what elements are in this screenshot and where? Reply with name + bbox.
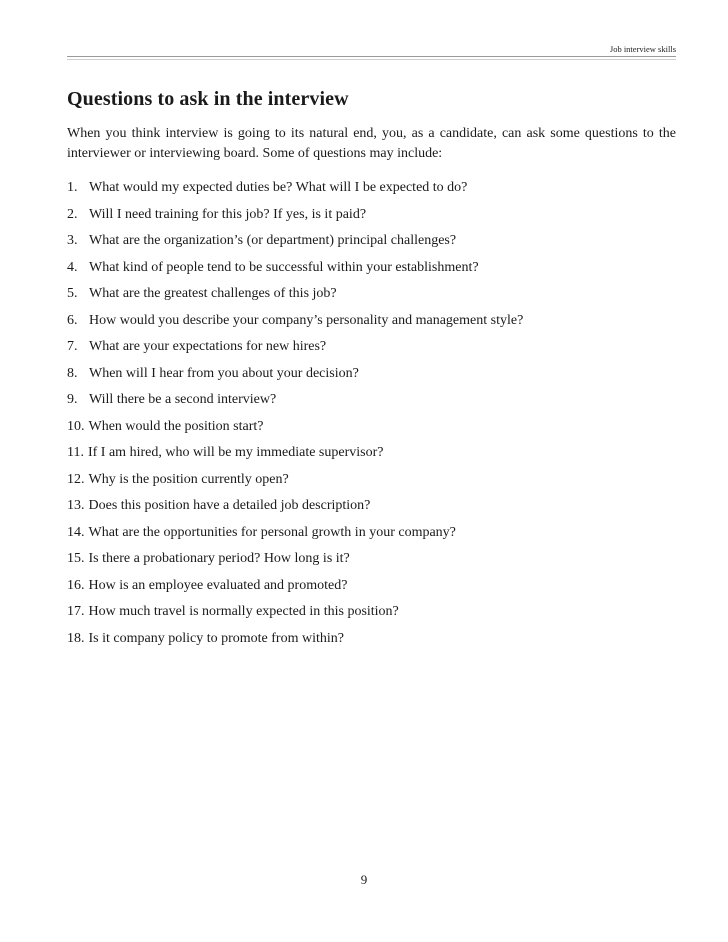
item-text: What are your expectations for new hires? xyxy=(89,339,327,354)
item-text: When would the position start? xyxy=(88,418,264,434)
item-number: 1. xyxy=(67,180,78,195)
item-text: Does this position have a detailed job description? xyxy=(88,498,371,513)
list-item xyxy=(67,497,676,524)
item-text: What are the greatest challenges of this job? xyxy=(89,286,337,301)
list-item xyxy=(67,603,676,630)
item-number: 8. xyxy=(67,365,78,381)
list-item xyxy=(67,259,676,286)
item-text: How much travel is normally expected in this position? xyxy=(88,604,399,619)
intro-paragraph: When you think interview is going to its natural end, you, as a candidate, can ask some questions to the interviewer or interviewing board. Some of questions may include: xyxy=(67,126,676,161)
item-number: 7. xyxy=(67,339,78,354)
item-number: 15. xyxy=(67,551,85,566)
item-number: 10. xyxy=(67,418,85,434)
page-number: 9 xyxy=(360,872,368,887)
list-item xyxy=(67,418,676,445)
item-number: 13. xyxy=(67,498,85,513)
item-number: 2. xyxy=(67,206,78,222)
list-item xyxy=(67,338,676,365)
list-item xyxy=(67,312,676,339)
item-number: 16. xyxy=(67,577,85,593)
item-text: Is there a probationary period? How long is it? xyxy=(88,551,350,566)
item-text: Will I need training for this job? If yes, is it paid? xyxy=(89,206,367,222)
item-number: 5. xyxy=(67,286,78,301)
list-item xyxy=(67,524,676,551)
item-number: 4. xyxy=(67,259,78,275)
running-header: Job interview skills xyxy=(609,44,676,54)
list-item xyxy=(67,630,676,657)
item-number: 18. xyxy=(67,630,85,646)
header-rule xyxy=(67,56,676,57)
item-number: 14. xyxy=(67,524,85,540)
item-number: 6. xyxy=(67,312,78,328)
section-title: Questions to ask in the interview xyxy=(67,88,349,110)
list-item xyxy=(67,444,676,471)
header-rule-secondary xyxy=(67,59,676,60)
item-text: Why is the position currently open? xyxy=(88,471,289,487)
list-item xyxy=(67,285,676,312)
list-item xyxy=(67,179,676,206)
list-item xyxy=(67,232,676,259)
item-text: What are the organization’s (or department) principal challenges? xyxy=(89,233,457,248)
item-text: What would my expected duties be? What will I be expected to do? xyxy=(89,180,468,195)
item-text: When will I hear from you about your decision? xyxy=(89,365,359,381)
item-number: 11. xyxy=(67,445,84,460)
item-number: 17. xyxy=(67,604,85,619)
item-text: How is an employee evaluated and promoted? xyxy=(88,577,348,593)
item-text: Will there be a second interview? xyxy=(89,392,277,407)
item-number: 3. xyxy=(67,233,78,248)
list-item xyxy=(67,471,676,498)
item-number: 9. xyxy=(67,392,78,407)
list-item xyxy=(67,206,676,233)
item-text: Is it company policy to promote from within? xyxy=(88,630,344,646)
questions-list xyxy=(67,179,676,656)
item-text: What are the opportunities for personal growth in your company? xyxy=(88,524,456,540)
list-item xyxy=(67,577,676,604)
list-item xyxy=(67,365,676,392)
item-number: 12. xyxy=(67,471,85,487)
item-text: How would you describe your company’s personality and management style? xyxy=(89,312,524,328)
item-text: If I am hired, who will be my immediate supervisor? xyxy=(87,445,384,460)
list-item xyxy=(67,550,676,577)
item-text: What kind of people tend to be successful within your establishment? xyxy=(89,259,479,275)
list-item xyxy=(67,391,676,418)
